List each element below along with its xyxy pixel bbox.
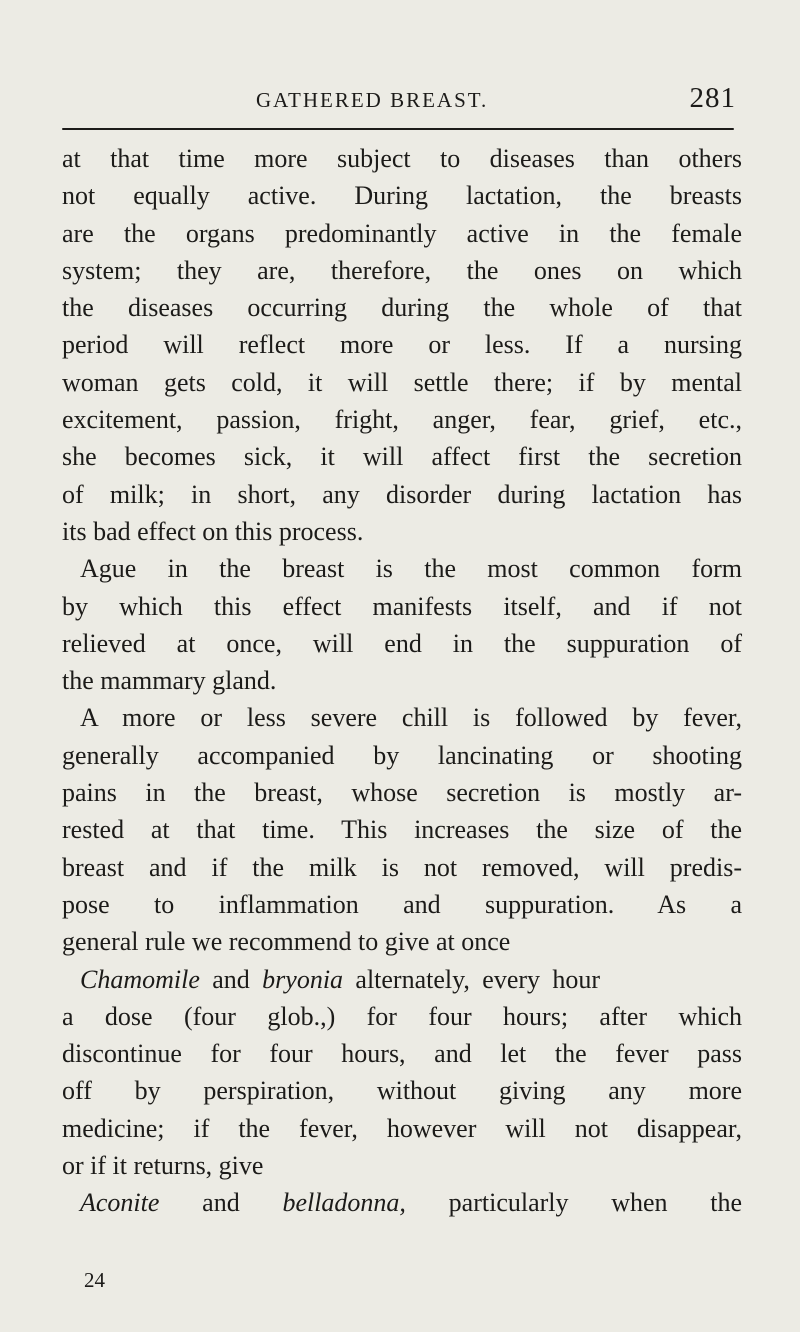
remedy-line <box>62 1184 742 1221</box>
text-line: a dose (four glob.,) for four hours; after which <box>62 1001 742 1031</box>
header-rule <box>62 128 734 130</box>
page-number: 281 <box>689 82 736 114</box>
text-line: of milk; in short, any disorder during lactation has <box>62 479 742 509</box>
text-line: system; they are, therefore, the ones on which <box>62 255 742 285</box>
text-line: not equally active. During lactation, the breasts <box>62 181 742 211</box>
text-line: medicine; if the fever, however will not disappear, <box>62 1113 742 1143</box>
text-line: generally accompanied by lancinating or shooting <box>62 740 742 770</box>
text-line: period will reflect more or less. If a nursing <box>62 330 742 360</box>
remedy-name: bryonia <box>262 964 344 994</box>
text-line: breast and if the milk is not removed, will predis- <box>62 852 742 882</box>
text-line: she becomes sick, it will affect first the secretion <box>62 442 742 472</box>
text-line: general rule we recommend to give at once <box>62 927 511 957</box>
remedy-line <box>62 961 600 998</box>
text-line: pose to inflammation and suppuration. As a <box>62 889 742 919</box>
text-line: discontinue for four hours, and let the fever pass <box>62 1039 742 1069</box>
remedy-text: alternately, every hour <box>355 964 601 994</box>
text-line: relieved at once, will end in the suppuration of <box>62 628 742 658</box>
signature-mark: 24 <box>84 1268 105 1292</box>
text-line: its bad effect on this process. <box>62 516 364 546</box>
remedy-connector: and <box>202 1188 240 1218</box>
text-line: Ague in the breast is the most common form <box>80 554 742 584</box>
remedy-connector: and <box>212 964 250 994</box>
text-line: the mammary gland. <box>62 666 277 696</box>
remedy-name: Chamomile <box>80 964 200 994</box>
text-line: rested at that time. This increases the size of the <box>62 815 742 845</box>
text-line: off by perspiration, without giving any more <box>62 1076 742 1106</box>
text-line: pains in the breast, whose secretion is mostly ar- <box>62 778 742 808</box>
remedy-text: particularly when the <box>448 1188 743 1218</box>
text-line: by which this effect manifests itself, and if not <box>62 591 742 621</box>
text-line: A more or less severe chill is followed by fever, <box>80 703 742 733</box>
text-line: or if it returns, give <box>62 1151 264 1181</box>
text-line: the diseases occurring during the whole of that <box>62 293 742 323</box>
text-line: excitement, passion, fright, anger, fear, grief, etc., <box>62 405 742 435</box>
text-line: at that time more subject to diseases than others <box>62 144 742 173</box>
remedy-name: belladonna, <box>282 1188 406 1218</box>
body-text <box>62 140 742 1222</box>
page-header <box>256 80 736 120</box>
remedy-name: Aconite <box>80 1188 160 1218</box>
text-line: are the organs predominantly active in the female <box>62 218 742 248</box>
text-line: woman gets cold, it will settle there; if by mental <box>62 367 742 397</box>
running-head: GATHERED BREAST. <box>256 88 489 112</box>
